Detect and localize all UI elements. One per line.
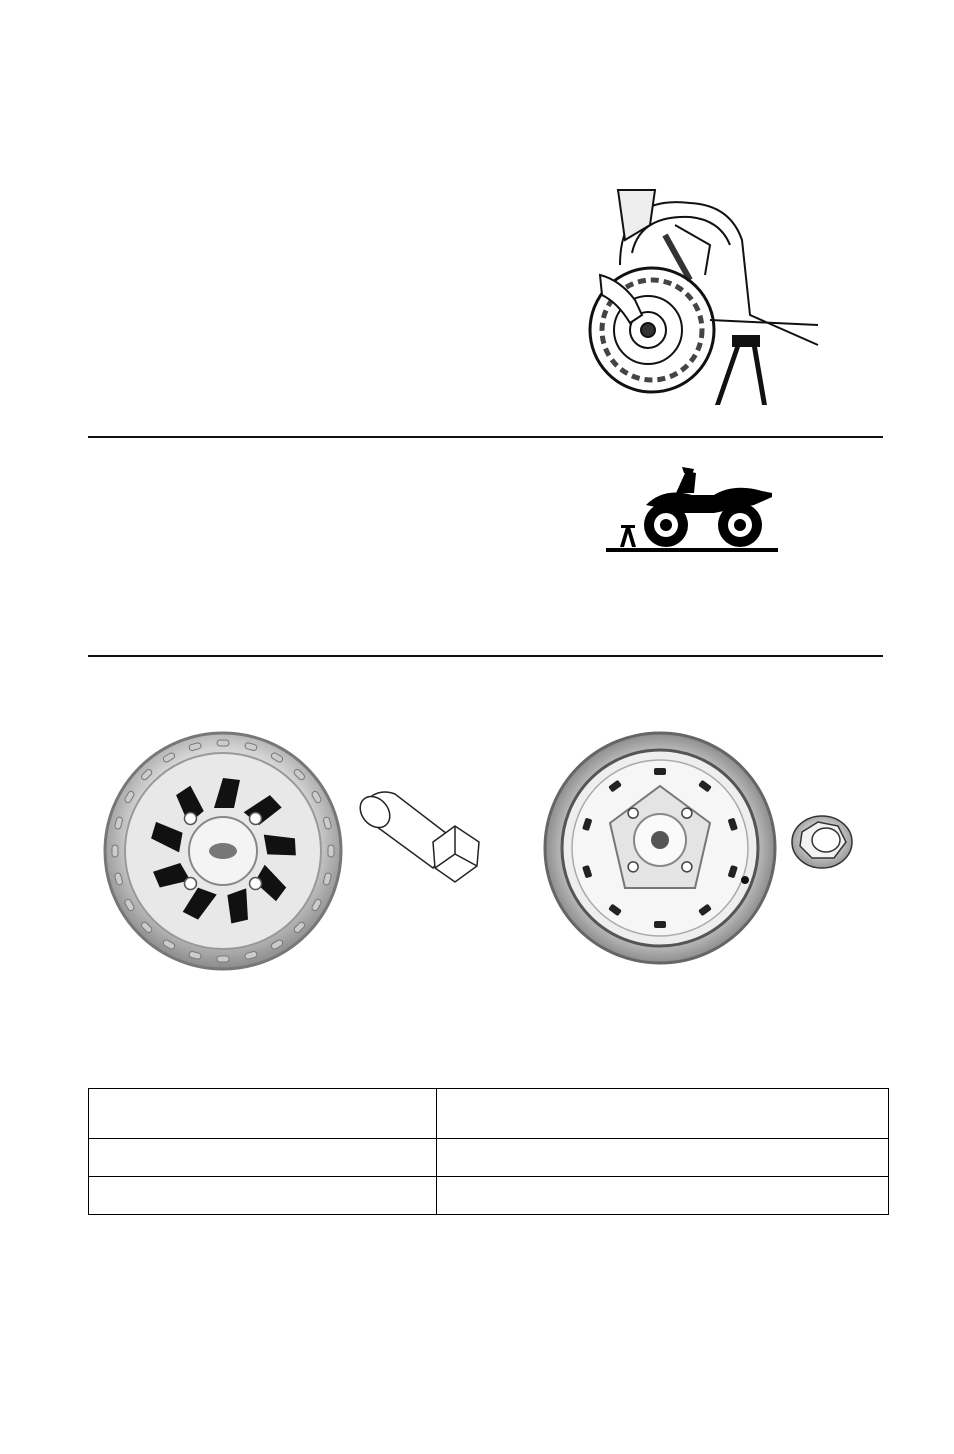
atv-silhouette-icon — [604, 465, 780, 555]
wheel-removal-illustration — [580, 185, 820, 410]
specification-table — [88, 1088, 889, 1215]
table-row — [89, 1139, 889, 1177]
table-row — [89, 1089, 889, 1139]
cast-aluminum-wheel — [100, 728, 346, 974]
flange-lug-nut — [788, 808, 860, 872]
table-cell — [89, 1089, 437, 1139]
table-cell — [89, 1139, 437, 1177]
section-divider — [88, 436, 883, 438]
table-cell — [437, 1139, 889, 1177]
steel-wheel — [540, 728, 780, 968]
table-cell — [437, 1089, 889, 1139]
section-divider — [88, 655, 883, 657]
table-cell — [89, 1177, 437, 1215]
tapered-lug-nut — [355, 782, 483, 888]
table-row — [89, 1177, 889, 1215]
table-cell — [437, 1177, 889, 1215]
